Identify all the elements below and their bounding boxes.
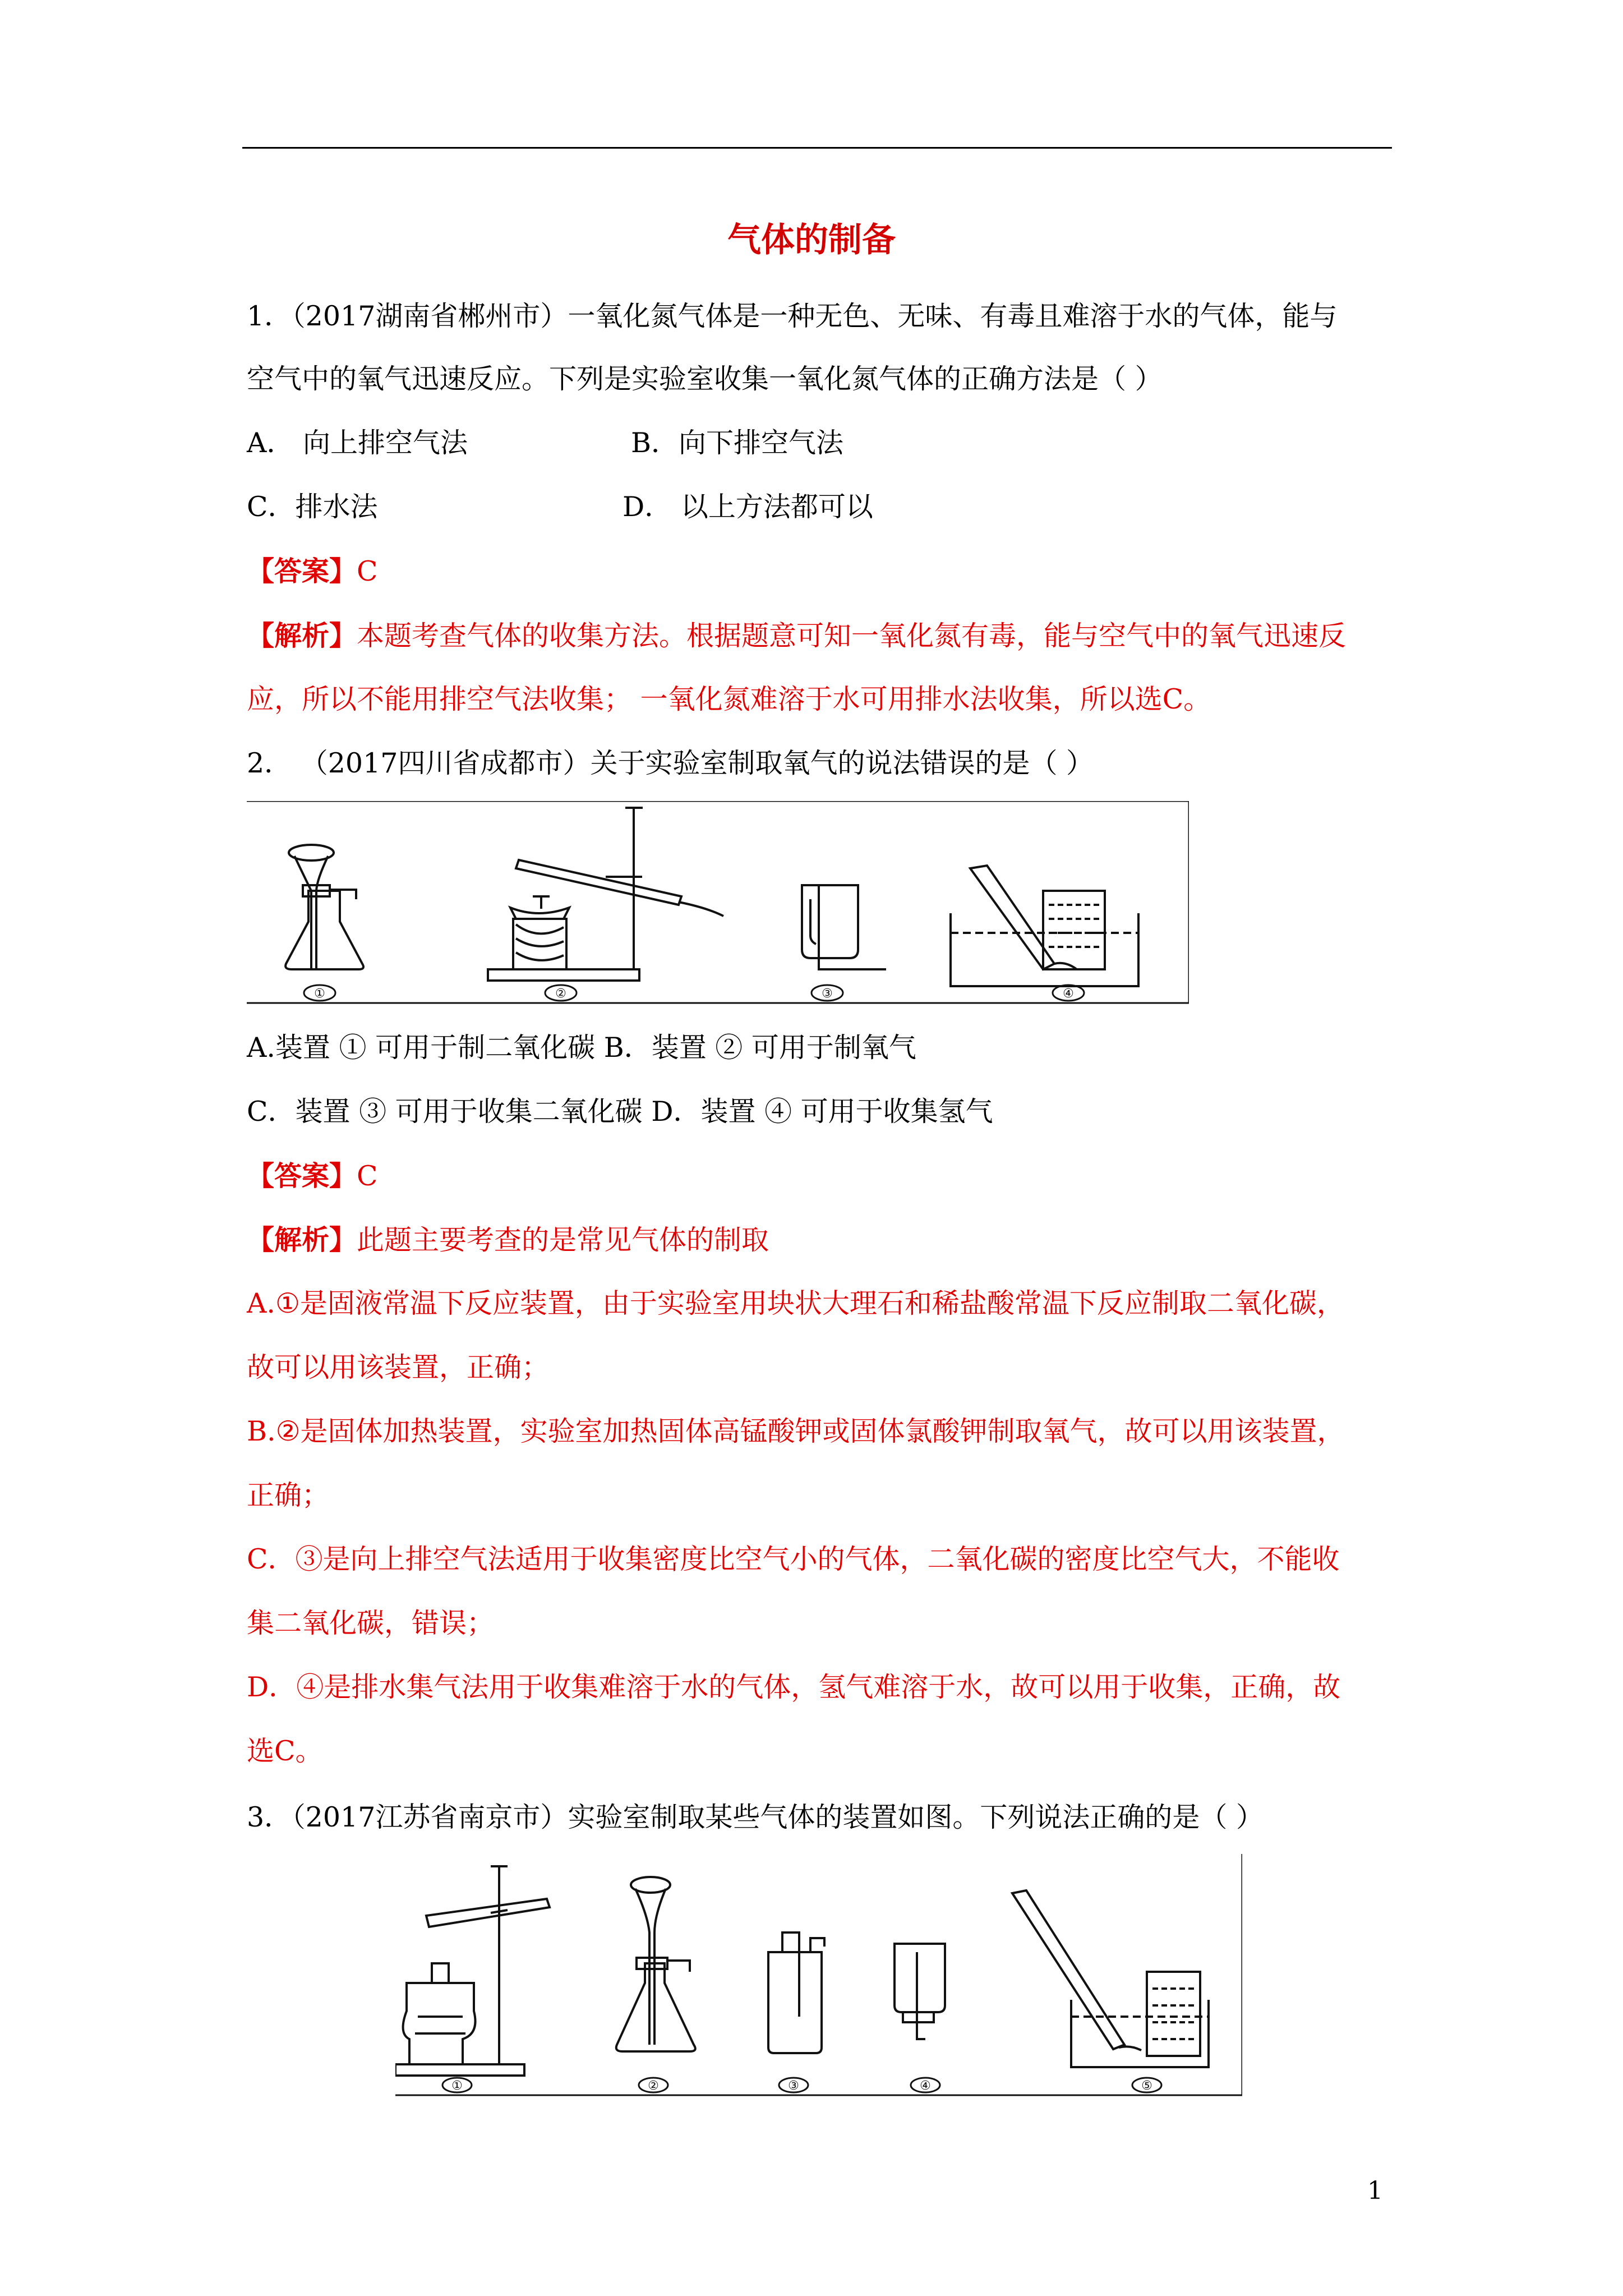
q2-analysis-d1: D．④是排水集气法用于收集难溶于水的气体，氢气难溶于水，故可以用于收集，正确，故 [247,1671,1341,1703]
q3-apparatus-figure [395,1854,1242,2101]
water-trough-5 [1012,1890,1209,2067]
fig-label-5: ⑤ [1141,2079,1152,2093]
fig-label-1: ① [451,2079,463,2093]
q1-option-b: B．向下排空气法 [631,427,844,459]
q1-stem-line2: 空气中的氧气迅速反应。下列是实验室收集一氧化氮气体的正确方法是（ ） [247,363,1163,395]
fig-label-2: ② [648,2079,659,2093]
q2-analysis-c2: 集二氧化碳，错误； [247,1607,495,1639]
gas-bottle-4 [895,1944,945,2039]
flask-apparatus-2 [616,1877,695,2051]
q2-analysis-d2: 选C。 [247,1735,323,1767]
washing-bottle-3 [768,1932,824,2053]
gas-bottle-3 [802,885,886,969]
fig-label-3: ③ [822,987,833,1001]
analysis-text: 本题考查气体的收集方法。根据题意可知一氧化氮有毒，能与空气中的氧气迅速反 [357,620,1347,652]
q2-analysis-a2: 故可以用该装置，正确； [247,1351,550,1383]
q1-option-c: C．排水法 [247,491,378,523]
heating-apparatus-1 [395,1865,550,2076]
q2-stem: 2． （2017四川省成都市）关于实验室制取氧气的说法错误的是（ ） [247,747,1094,779]
q1-stem-line1: 1．（2017湖南省郴州市）一氧化氮气体是一种无色、无味、有毒且难溶于水的气体，能与 [247,300,1338,332]
analysis-tag: 【解析】 [247,1223,357,1256]
q2-analysis-b2: 正确； [247,1479,330,1511]
q2-analysis-b1: B.②是固体加热装置，实验室加热固体高锰酸钾或固体氯酸钾制取氧气，故可以用该装置， [247,1415,1345,1447]
page-number: 1 [1367,2177,1383,2205]
q2-analysis-a1: A.①是固液常温下反应装置，由于实验室用块状大理石和稀盐酸常温下反应制取二氧化碳， [247,1287,1344,1319]
water-trough-4 [951,866,1138,986]
q1-answer [247,554,378,588]
fig-label-4: ④ [1063,987,1074,1001]
q2-analysis-head [247,1223,769,1257]
q2-options-ab: A.装置 ① 可用于制二氧化碳 B．装置 ② 可用于制氧气 [247,1032,916,1064]
fig-label-1: ① [314,987,325,1001]
fig-label-2: ② [555,987,566,1001]
page-title: 气体的制备 [727,220,896,260]
q1-analysis-line1 [247,619,1346,653]
analysis-text: 此题主要考查的是常见气体的制取 [357,1224,769,1256]
fig-label-3: ③ [788,2079,799,2093]
q3-stem: 3．（2017江苏省南京市）实验室制取某些气体的装置如图。下列说法正确的是（ ） [247,1801,1264,1833]
answer-tag: 【答案】 [247,555,357,587]
header-rule [242,147,1392,149]
answer-tag: 【答案】 [247,1159,357,1192]
q2-analysis-c1: C．③是向上排空气法适用于收集密度比空气小的气体，二氧化碳的密度比空气大，不能收 [247,1543,1340,1575]
q2-options-cd: C．装置 ③ 可用于收集二氧化碳 D．装置 ④ 可用于收集氢气 [247,1096,993,1128]
q2-apparatus-figure [247,801,1189,1009]
answer-value: C [357,1160,378,1192]
answer-value: C [357,555,378,587]
analysis-tag: 【解析】 [247,619,357,652]
flask-apparatus-1 [285,845,363,969]
q1-option-d: D． 以上方法都可以 [623,491,873,523]
q1-option-a: A． 向上排空气法 [247,427,468,459]
fig-label-4: ④ [920,2079,931,2093]
q1-analysis-line2: 应，所以不能用排空气法收集； 一氧化氮难溶于水可用排水法收集，所以选C。 [247,683,1211,715]
q2-answer [247,1159,378,1193]
heating-apparatus-2 [488,807,723,981]
